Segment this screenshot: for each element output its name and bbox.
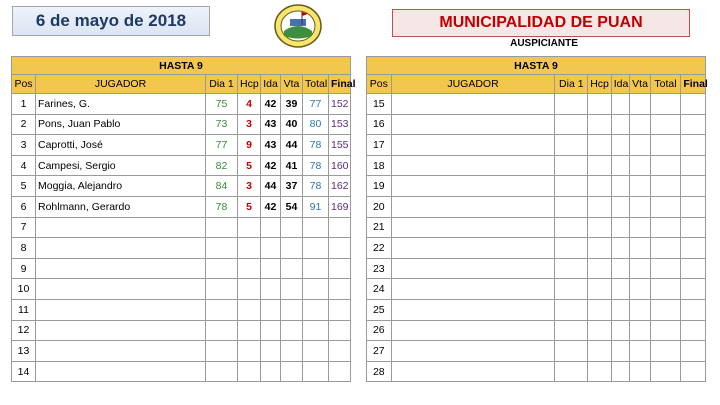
cell-dia1: [555, 217, 588, 238]
cell-pos: 22: [367, 238, 392, 259]
cell-total: [303, 299, 329, 320]
cell-hcp: [588, 299, 612, 320]
cell-player-name: [391, 217, 555, 238]
cell-final: [329, 320, 351, 341]
cell-hcp: [238, 217, 261, 238]
cell-vta: [630, 341, 650, 362]
col-header-ida: Ida: [261, 75, 281, 94]
cell-total: [650, 341, 681, 362]
cell-player-name: [36, 258, 206, 279]
cell-player-name: [36, 299, 206, 320]
cell-dia1: [555, 299, 588, 320]
cell-pos: 8: [12, 238, 36, 259]
cell-player-name: [36, 361, 206, 382]
cell-total: [650, 320, 681, 341]
col-header-jugador: JUGADOR: [391, 75, 555, 94]
municipality-text: MUNICIPALIDAD DE PUAN: [439, 14, 643, 31]
cell-pos: 10: [12, 279, 36, 300]
cell-vta: [630, 135, 650, 156]
cell-player-name: [391, 341, 555, 362]
cell-final: 162: [329, 176, 351, 197]
cell-dia1: 78: [206, 196, 238, 217]
table-title: HASTA 9: [12, 57, 351, 75]
cell-dia1: [206, 238, 238, 259]
table-row: [12, 258, 351, 279]
cell-ida: [261, 279, 281, 300]
table-title: HASTA 9: [367, 57, 706, 75]
cell-dia1: [206, 320, 238, 341]
cell-pos: 24: [367, 279, 392, 300]
cell-total: 78: [303, 135, 329, 156]
cell-ida: [261, 217, 281, 238]
cell-vta: [281, 361, 303, 382]
cell-pos: 4: [12, 155, 36, 176]
col-header-jugador: JUGADOR: [36, 75, 206, 94]
col-header-dia1: Dia 1: [555, 75, 588, 94]
table-row: [12, 361, 351, 382]
table-row: [12, 155, 351, 176]
cell-player-name: [391, 114, 555, 135]
cell-pos: 2: [12, 114, 36, 135]
cell-ida: [611, 258, 629, 279]
cell-dia1: [555, 114, 588, 135]
municipality-banner: [392, 9, 690, 37]
cell-dia1: [555, 279, 588, 300]
cell-final: 152: [329, 94, 351, 115]
cell-vta: [281, 238, 303, 259]
cell-player-name: [391, 320, 555, 341]
cell-hcp: 3: [238, 114, 261, 135]
cell-ida: [611, 320, 629, 341]
cell-ida: [611, 94, 629, 115]
cell-total: [303, 238, 329, 259]
column-header-row: [12, 75, 351, 94]
table-row: [12, 135, 351, 156]
cell-ida: [611, 176, 629, 197]
col-header-hcp: Hcp: [588, 75, 612, 94]
cell-vta: [630, 155, 650, 176]
cell-dia1: [555, 196, 588, 217]
cell-player-name: Moggia, Alejandro: [36, 176, 206, 197]
cell-dia1: [206, 299, 238, 320]
table-row: [12, 217, 351, 238]
cell-final: [329, 299, 351, 320]
cell-player-name: Farines, G.: [36, 94, 206, 115]
col-header-final: Final: [681, 75, 706, 94]
cell-pos: 7: [12, 217, 36, 238]
cell-total: 78: [303, 176, 329, 197]
cell-dia1: [555, 341, 588, 362]
cell-hcp: [588, 341, 612, 362]
cell-dia1: [555, 361, 588, 382]
table-row: [12, 299, 351, 320]
cell-dia1: [555, 135, 588, 156]
cell-hcp: [238, 361, 261, 382]
cell-final: [681, 176, 706, 197]
cell-ida: [611, 299, 629, 320]
cell-vta: [281, 217, 303, 238]
table-row: [12, 238, 351, 259]
cell-player-name: [36, 238, 206, 259]
cell-total: [303, 217, 329, 238]
cell-final: [681, 94, 706, 115]
cell-vta: [630, 279, 650, 300]
cell-total: [303, 361, 329, 382]
col-header-pos: Pos: [367, 75, 392, 94]
table-row: [367, 258, 706, 279]
col-header-vta: Vta: [281, 75, 303, 94]
cell-final: [681, 320, 706, 341]
cell-pos: 12: [12, 320, 36, 341]
table-row: [367, 176, 706, 197]
cell-ida: [261, 238, 281, 259]
cell-player-name: [391, 94, 555, 115]
cell-hcp: 3: [238, 176, 261, 197]
cell-ida: [261, 320, 281, 341]
cell-dia1: [206, 258, 238, 279]
table-row: [12, 279, 351, 300]
cell-total: [650, 238, 681, 259]
cell-dia1: 77: [206, 135, 238, 156]
cell-player-name: [391, 155, 555, 176]
cell-final: [329, 341, 351, 362]
cell-vta: [630, 196, 650, 217]
cell-vta: [281, 258, 303, 279]
cell-player-name: [391, 135, 555, 156]
col-header-final: Final: [329, 75, 351, 94]
cell-total: 80: [303, 114, 329, 135]
cell-ida: [261, 361, 281, 382]
cell-vta: [630, 238, 650, 259]
cell-dia1: [206, 361, 238, 382]
cell-ida: [261, 341, 281, 362]
cell-ida: [611, 135, 629, 156]
cell-ida: [611, 238, 629, 259]
cell-total: [650, 155, 681, 176]
cell-dia1: 84: [206, 176, 238, 197]
cell-pos: 14: [12, 361, 36, 382]
cell-vta: [630, 217, 650, 238]
cell-total: [303, 258, 329, 279]
cell-final: 153: [329, 114, 351, 135]
cell-hcp: 5: [238, 155, 261, 176]
cell-pos: 15: [367, 94, 392, 115]
cell-ida: 42: [261, 155, 281, 176]
cell-final: [681, 155, 706, 176]
cell-hcp: [588, 176, 612, 197]
cell-total: [650, 258, 681, 279]
cell-vta: [281, 279, 303, 300]
cell-vta: 37: [281, 176, 303, 197]
cell-vta: [281, 320, 303, 341]
cell-total: [650, 361, 681, 382]
cell-final: [329, 238, 351, 259]
cell-player-name: [391, 238, 555, 259]
cell-final: [681, 238, 706, 259]
cell-ida: 42: [261, 94, 281, 115]
cell-final: [329, 258, 351, 279]
cell-vta: [630, 114, 650, 135]
scores-table-right: [366, 56, 706, 382]
cell-dia1: 82: [206, 155, 238, 176]
cell-player-name: [391, 258, 555, 279]
cell-hcp: [238, 299, 261, 320]
cell-pos: 1: [12, 94, 36, 115]
cell-pos: 21: [367, 217, 392, 238]
date-banner: [12, 6, 210, 36]
col-header-hcp: Hcp: [238, 75, 261, 94]
cell-hcp: [588, 238, 612, 259]
cell-dia1: 75: [206, 94, 238, 115]
cell-hcp: [238, 238, 261, 259]
cell-dia1: [555, 155, 588, 176]
cell-pos: 13: [12, 341, 36, 362]
cell-total: [650, 114, 681, 135]
cell-hcp: [238, 258, 261, 279]
cell-final: [681, 341, 706, 362]
cell-player-name: [36, 320, 206, 341]
cell-dia1: [555, 176, 588, 197]
cell-total: [303, 341, 329, 362]
table-row: [367, 114, 706, 135]
cell-ida: 43: [261, 135, 281, 156]
cell-dia1: [555, 258, 588, 279]
cell-hcp: [588, 320, 612, 341]
cell-pos: 23: [367, 258, 392, 279]
cell-dia1: [206, 217, 238, 238]
cell-total: [650, 176, 681, 197]
cell-pos: 5: [12, 176, 36, 197]
cell-player-name: Pons, Juan Pablo: [36, 114, 206, 135]
cell-ida: 42: [261, 196, 281, 217]
table-row: [367, 279, 706, 300]
cell-player-name: [36, 217, 206, 238]
club-crest-icon: [272, 3, 324, 49]
cell-pos: 25: [367, 299, 392, 320]
cell-player-name: Rohlmann, Gerardo: [36, 196, 206, 217]
cell-pos: 19: [367, 176, 392, 197]
cell-vta: [630, 320, 650, 341]
cell-pos: 16: [367, 114, 392, 135]
cell-player-name: [391, 361, 555, 382]
cell-player-name: [391, 299, 555, 320]
cell-pos: 27: [367, 341, 392, 362]
cell-ida: [611, 217, 629, 238]
cell-total: [303, 320, 329, 341]
cell-pos: 20: [367, 196, 392, 217]
sponsor-label: AUSPICIANTE: [510, 38, 578, 49]
cell-final: [681, 279, 706, 300]
table-row: [367, 361, 706, 382]
column-header-row: [367, 75, 706, 94]
cell-player-name: [36, 279, 206, 300]
cell-vta: 40: [281, 114, 303, 135]
cell-vta: 41: [281, 155, 303, 176]
table-row: [367, 320, 706, 341]
table-row: [367, 135, 706, 156]
cell-pos: 6: [12, 196, 36, 217]
table-row: [367, 155, 706, 176]
scores-table-left: [11, 56, 356, 382]
cell-ida: [611, 279, 629, 300]
cell-vta: [630, 94, 650, 115]
cell-ida: [261, 258, 281, 279]
table-row: [367, 196, 706, 217]
col-header-total: Total: [650, 75, 681, 94]
cell-player-name: Campesi, Sergio: [36, 155, 206, 176]
cell-final: [681, 299, 706, 320]
cell-hcp: 9: [238, 135, 261, 156]
table-row: [12, 94, 351, 115]
table-row: [367, 341, 706, 362]
cell-total: [650, 196, 681, 217]
cell-dia1: [555, 94, 588, 115]
col-header-pos: Pos: [12, 75, 36, 94]
cell-hcp: [588, 279, 612, 300]
cell-hcp: [238, 320, 261, 341]
cell-pos: 18: [367, 155, 392, 176]
cell-total: [650, 217, 681, 238]
cell-total: 78: [303, 155, 329, 176]
cell-pos: 3: [12, 135, 36, 156]
cell-total: [650, 94, 681, 115]
cell-pos: 26: [367, 320, 392, 341]
cell-pos: 17: [367, 135, 392, 156]
col-header-total: Total: [303, 75, 329, 94]
cell-total: [650, 135, 681, 156]
cell-total: [303, 279, 329, 300]
table-row: [367, 299, 706, 320]
table-row: [367, 94, 706, 115]
cell-final: [681, 361, 706, 382]
table-row: [12, 341, 351, 362]
cell-final: [329, 361, 351, 382]
table-body: [12, 94, 351, 382]
cell-dia1: [555, 320, 588, 341]
cell-player-name: [36, 341, 206, 362]
cell-ida: [611, 341, 629, 362]
cell-pos: 9: [12, 258, 36, 279]
cell-final: 155: [329, 135, 351, 156]
cell-total: [650, 279, 681, 300]
cell-total: [650, 299, 681, 320]
cell-dia1: 73: [206, 114, 238, 135]
cell-final: [681, 217, 706, 238]
cell-vta: 44: [281, 135, 303, 156]
cell-hcp: [588, 361, 612, 382]
cell-dia1: [206, 341, 238, 362]
table-title-row: [12, 57, 351, 75]
cell-pos: 11: [12, 299, 36, 320]
cell-dia1: [206, 279, 238, 300]
cell-vta: [630, 258, 650, 279]
cell-ida: [611, 361, 629, 382]
table-title-row: [367, 57, 706, 75]
table-row: [12, 196, 351, 217]
cell-final: 169: [329, 196, 351, 217]
cell-final: [329, 279, 351, 300]
cell-vta: [630, 176, 650, 197]
table-row: [367, 217, 706, 238]
cell-ida: [611, 114, 629, 135]
cell-hcp: [588, 135, 612, 156]
cell-hcp: [588, 258, 612, 279]
cell-hcp: [588, 94, 612, 115]
table-row: [367, 238, 706, 259]
cell-vta: [630, 299, 650, 320]
cell-ida: 43: [261, 114, 281, 135]
cell-hcp: [238, 279, 261, 300]
table-row: [12, 320, 351, 341]
table-row: [12, 114, 351, 135]
cell-ida: [261, 299, 281, 320]
cell-vta: 54: [281, 196, 303, 217]
cell-final: [681, 114, 706, 135]
date-text: 6 de mayo de 2018: [35, 11, 187, 30]
cell-ida: [611, 155, 629, 176]
table-row: [12, 176, 351, 197]
cell-ida: 44: [261, 176, 281, 197]
cell-final: 160: [329, 155, 351, 176]
cell-final: [681, 258, 706, 279]
cell-final: [681, 196, 706, 217]
cell-player-name: [391, 279, 555, 300]
cell-vta: [281, 299, 303, 320]
col-header-dia1: Dia 1: [206, 75, 238, 94]
cell-hcp: [588, 114, 612, 135]
cell-dia1: [555, 238, 588, 259]
cell-total: 91: [303, 196, 329, 217]
col-header-ida: Ida: [611, 75, 629, 94]
cell-hcp: 4: [238, 94, 261, 115]
cell-hcp: [588, 196, 612, 217]
cell-ida: [611, 196, 629, 217]
cell-hcp: [588, 217, 612, 238]
cell-vta: 39: [281, 94, 303, 115]
cell-hcp: [238, 341, 261, 362]
cell-player-name: [391, 196, 555, 217]
col-header-vta: Vta: [630, 75, 650, 94]
cell-player-name: Caprotti, José: [36, 135, 206, 156]
cell-player-name: [391, 176, 555, 197]
cell-hcp: [588, 155, 612, 176]
cell-vta: [281, 341, 303, 362]
cell-vta: [630, 361, 650, 382]
table-body: [367, 94, 706, 382]
cell-hcp: 5: [238, 196, 261, 217]
cell-final: [329, 217, 351, 238]
cell-final: [681, 135, 706, 156]
cell-pos: 28: [367, 361, 392, 382]
cell-total: 77: [303, 94, 329, 115]
